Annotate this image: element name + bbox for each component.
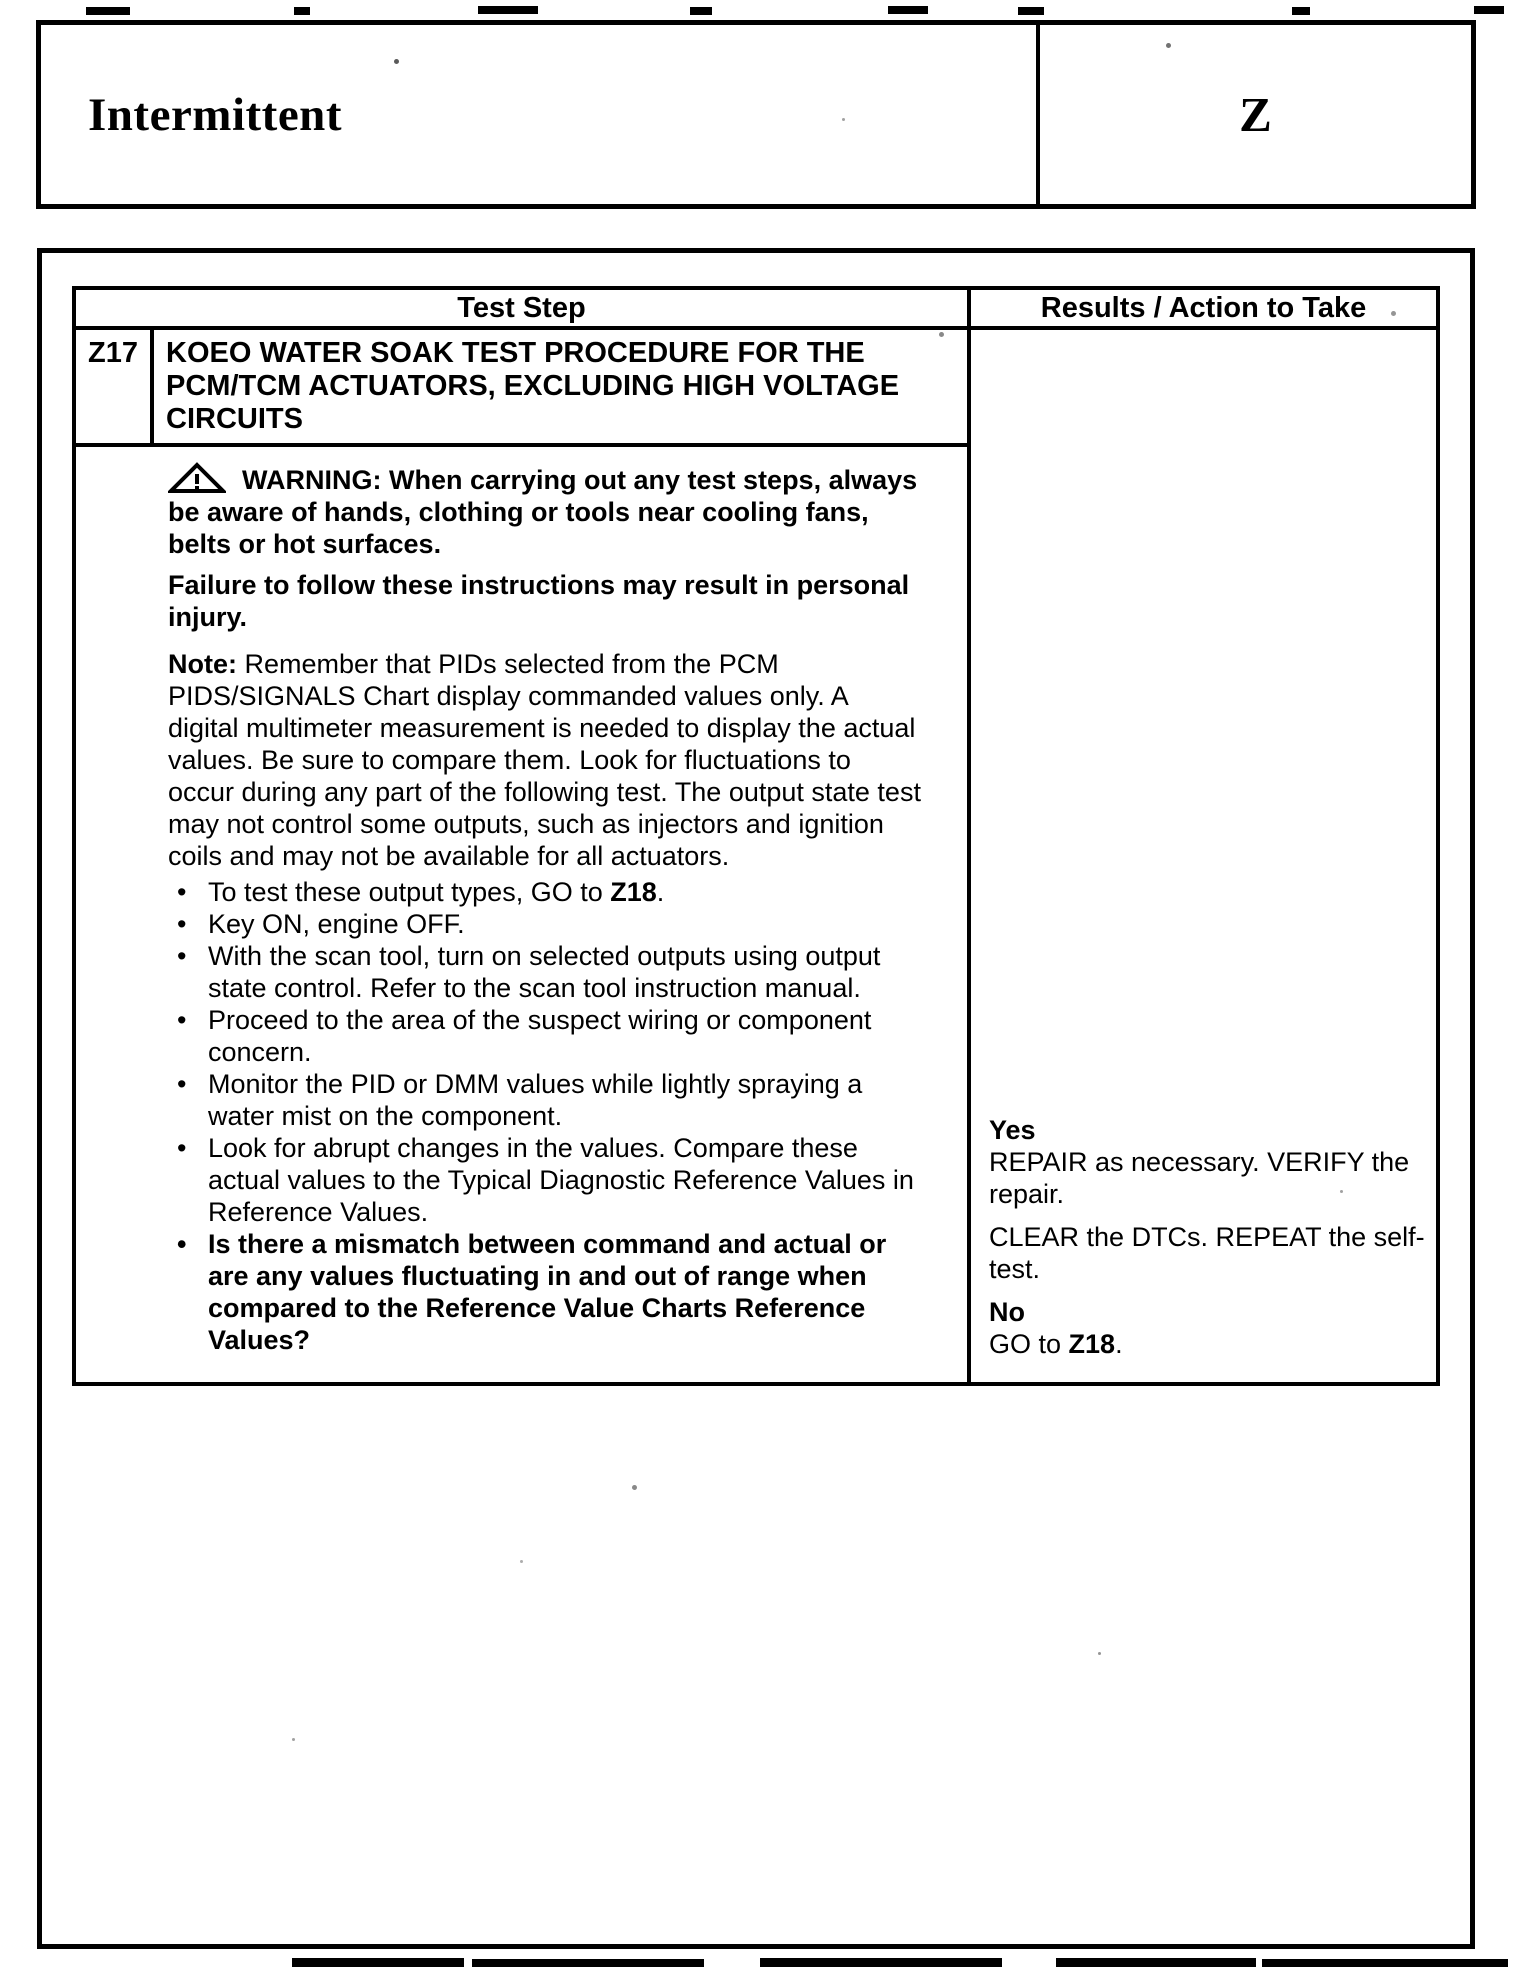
warning-consequence: Failure to follow these instructions may result in personal injury. (168, 570, 910, 632)
scan-mark (690, 7, 712, 15)
bullet-item (168, 1004, 921, 1068)
result-yes-action-1: REPAIR as necessary. VERIFY the repair. (989, 1147, 1410, 1209)
results-column (971, 330, 1436, 1382)
table-body (76, 330, 1436, 1382)
result-no-action (989, 1328, 1426, 1360)
scan-mark (292, 1958, 464, 1967)
step-instructions-cell (76, 447, 967, 1382)
section-letter: Z (1239, 87, 1272, 142)
result-yes-action-2: CLEAR the DTCs. REPEAT the self-test. (989, 1222, 1425, 1284)
scan-mark (760, 1958, 1002, 1967)
warning-text: When carrying out any test steps, always be aware of hands, clothing or tools near cooling fans, belts or hot surfaces. (168, 465, 918, 559)
bullet-item (168, 876, 921, 908)
step-id: Z17 (76, 330, 154, 443)
column-header-results: Results / Action to Take (1040, 291, 1367, 324)
bullet-item-question (168, 1228, 921, 1356)
bullet-icon: • (177, 941, 187, 971)
result-no-label: No (989, 1297, 1025, 1327)
note-text: Remember that PIDs selected from the PCM PIDS/SIGNALS Chart display commanded values only. A digital multimeter measurement is needed to display the actual values. Be sure to compare them. Look for fluctuations to occur during any part of the following test. The output state test may not control some outputs, such as injectors and ignition coils and may not be available for all actuators. (168, 649, 921, 871)
bullet-icon: • (177, 1229, 187, 1259)
bullet-icon: • (177, 1005, 187, 1035)
warning-label: WARNING: (242, 465, 382, 495)
bullet-icon: • (177, 1133, 187, 1163)
scan-mark (1018, 7, 1044, 15)
scan-mark (1056, 1958, 1256, 1967)
bullet-text: . (656, 877, 665, 907)
header-box (36, 20, 1476, 209)
bullet-icon: • (177, 877, 187, 907)
scan-mark (472, 1959, 704, 1967)
bullet-text: Key ON, engine OFF. (208, 909, 465, 939)
scan-mark (86, 7, 130, 15)
note-label: Note: (168, 649, 237, 679)
column-header-test-step: Test Step (76, 290, 971, 326)
step-reference: Z18 (1068, 1329, 1116, 1359)
bullet-item (168, 940, 921, 1004)
scan-mark (888, 6, 928, 14)
step-table (72, 286, 1440, 1386)
bullet-text: To test these output types, GO to (208, 877, 611, 907)
bullet-text: Look for abrupt changes in the values. Compare these actual values to the Typical Diagnostic Reference Values in Reference Values. (208, 1133, 914, 1227)
bullet-text: With the scan tool, turn on selected outputs using output state control. Refer to the scan tool instruction manual. (208, 941, 881, 1003)
result-no-text: . (1115, 1329, 1123, 1359)
page-title: Intermittent (88, 88, 342, 141)
bullet-list (168, 876, 921, 1356)
bullet-icon: • (177, 909, 187, 939)
bullet-text: Monitor the PID or DMM values while lightly spraying a water mist on the component. (208, 1069, 863, 1131)
step-title: KOEO WATER SOAK TEST PROCEDURE FOR THE PCM/TCM ACTUATORS, EXCLUDING HIGH VOLTAGE CIRCUITS (166, 337, 900, 435)
scan-mark (1474, 6, 1504, 14)
test-step-column (76, 330, 971, 1382)
result-yes-label: Yes (989, 1115, 1036, 1145)
bullet-icon: • (177, 1069, 187, 1099)
bullet-text: Proceed to the area of the suspect wiring or component concern. (208, 1005, 872, 1067)
section-letter-cell (1040, 25, 1471, 204)
step-title-row (76, 330, 967, 447)
note-paragraph (168, 648, 921, 872)
bullet-item (168, 908, 921, 940)
scan-mark (478, 6, 538, 14)
table-header-row (76, 290, 1436, 330)
result-no-text: GO to (989, 1329, 1069, 1359)
scan-noise (0, 0, 3, 3)
bullet-item (168, 1068, 921, 1132)
warning-paragraph (168, 462, 921, 560)
page-title-cell (41, 25, 1040, 204)
step-reference: Z18 (610, 877, 657, 907)
bullet-question-text: Is there a mismatch between command and actual or are any values fluctuating in and out of range when compared to the Reference Value Charts Reference Values? (208, 1229, 887, 1355)
bullet-item (168, 1132, 921, 1228)
scan-mark (1262, 1959, 1508, 1967)
scan-mark (1292, 7, 1310, 15)
warning-triangle-icon (168, 462, 226, 494)
scan-mark (294, 7, 310, 15)
outer-frame (37, 248, 1475, 1949)
